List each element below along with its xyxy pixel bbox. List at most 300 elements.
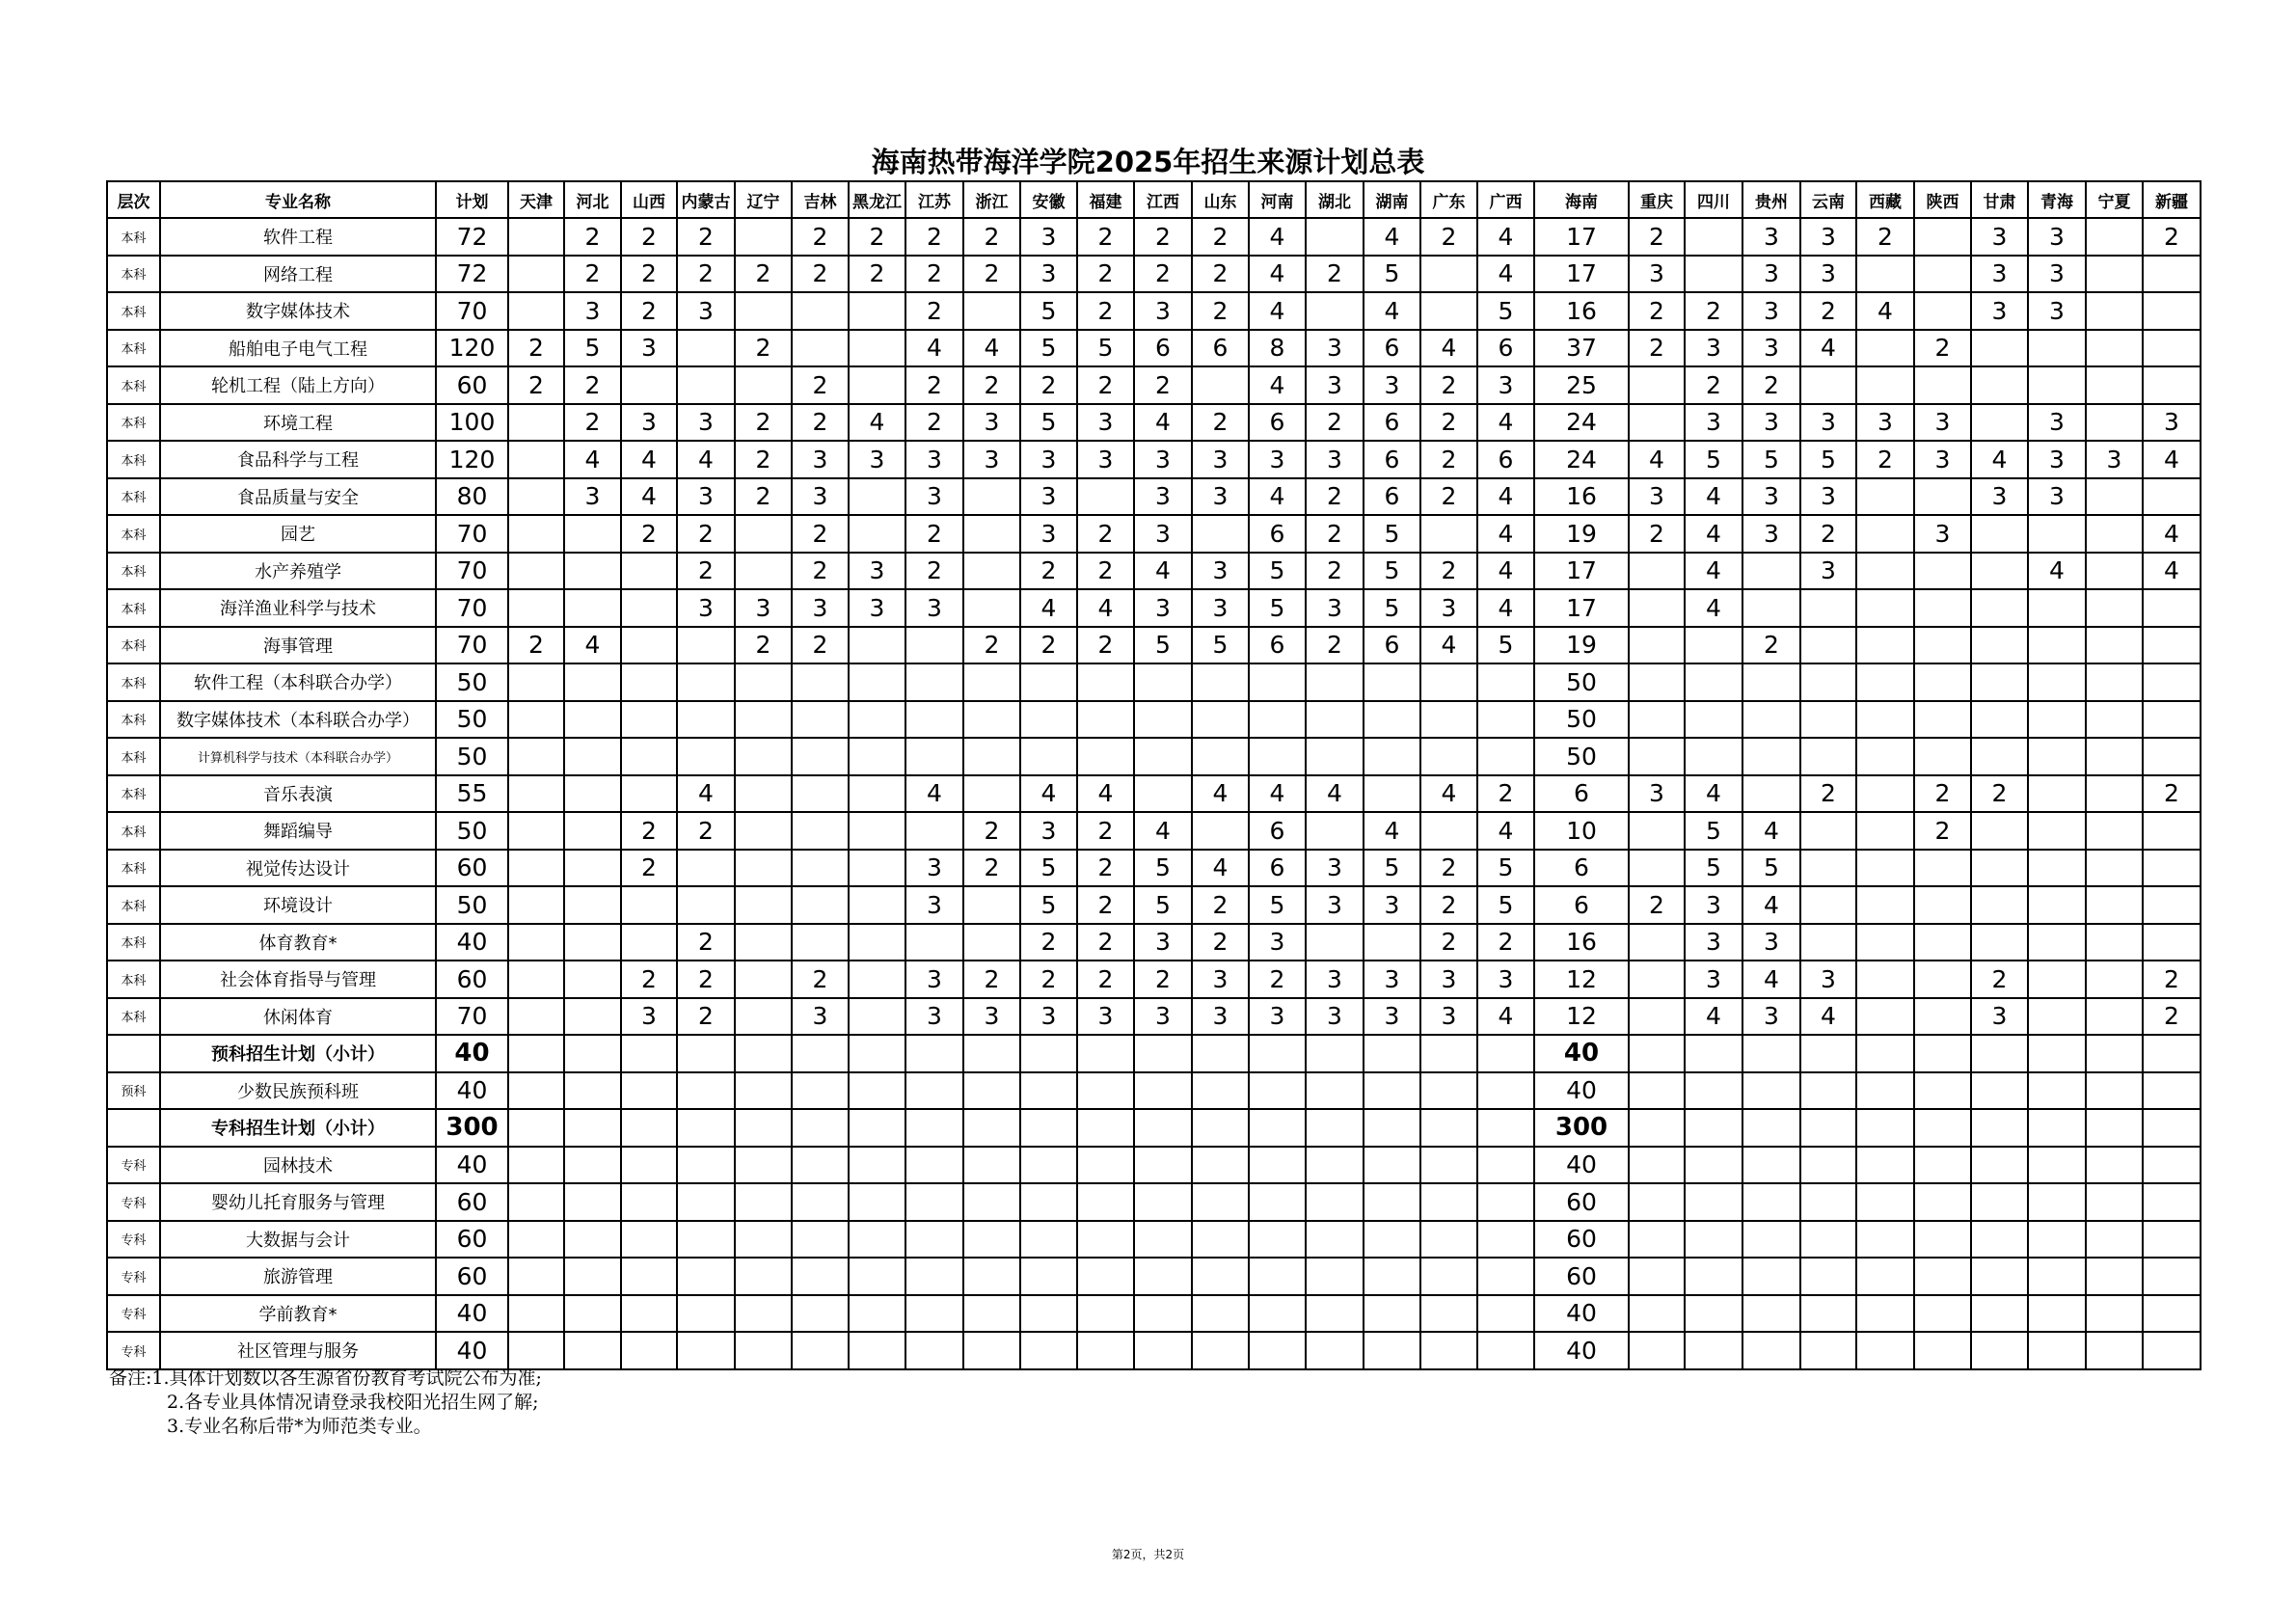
major-name-cell: 环境工程 xyxy=(160,404,436,442)
province-count-cell xyxy=(2028,1295,2086,1333)
province-count-cell: 3 xyxy=(1742,515,1800,553)
province-count-cell: 2 xyxy=(1192,218,1249,256)
table-row xyxy=(107,998,2201,1036)
header-cell: 云南 xyxy=(1800,181,1856,218)
province-count-cell: 2 xyxy=(905,515,963,553)
province-count-cell xyxy=(2143,663,2201,701)
province-count-cell: 3 xyxy=(905,886,963,924)
province-count-cell xyxy=(1914,589,1971,627)
province-count-cell xyxy=(963,1109,1020,1147)
province-count-cell xyxy=(1685,256,1742,293)
province-count-cell xyxy=(508,218,564,256)
province-count-cell: 4 xyxy=(1685,515,1742,553)
header-cell: 专业名称 xyxy=(160,181,436,218)
province-count-cell xyxy=(1742,1295,1800,1333)
header-cell: 浙江 xyxy=(963,181,1020,218)
province-count-cell: 3 xyxy=(1306,850,1364,887)
province-count-cell xyxy=(1420,515,1477,553)
province-count-cell xyxy=(677,850,735,887)
province-count-cell xyxy=(1856,701,1914,739)
province-count-cell xyxy=(1629,404,1685,442)
level-cell: 本科 xyxy=(107,701,160,739)
province-count-cell xyxy=(508,998,564,1036)
province-count-cell xyxy=(2086,589,2143,627)
province-count-cell xyxy=(1800,701,1856,739)
province-count-cell xyxy=(1420,1147,1477,1184)
province-count-cell: 3 xyxy=(1364,886,1420,924)
province-count-cell xyxy=(1742,1035,1800,1072)
province-count-cell xyxy=(1971,663,2028,701)
province-count-cell: 3 xyxy=(1134,515,1192,553)
province-count-cell xyxy=(1856,663,1914,701)
province-count-cell: 2 xyxy=(735,441,792,478)
province-count-cell xyxy=(905,924,963,961)
province-count-cell xyxy=(792,1183,849,1221)
province-count-cell: 40 xyxy=(1534,1035,1629,1072)
province-count-cell: 2 xyxy=(621,515,677,553)
province-count-cell xyxy=(1249,1072,1306,1110)
table-row xyxy=(107,404,2201,442)
province-count-cell xyxy=(2086,1258,2143,1295)
province-count-cell: 2 xyxy=(1077,886,1134,924)
province-count-cell: 3 xyxy=(1134,924,1192,961)
province-count-cell xyxy=(735,1332,792,1369)
major-name-cell: 学前教育* xyxy=(160,1295,436,1333)
province-count-cell xyxy=(564,1295,621,1333)
major-name-cell: 社会体育指导与管理 xyxy=(160,961,436,998)
province-count-cell: 5 xyxy=(1685,812,1742,850)
province-count-cell xyxy=(2143,1109,2201,1147)
note-1: 备注:1.具体计划数以各生源省份教育考试院公布为准; xyxy=(109,1367,542,1389)
province-count-cell: 2 xyxy=(621,850,677,887)
province-count-cell xyxy=(1364,1332,1420,1369)
province-count-cell xyxy=(1800,738,1856,775)
province-count-cell: 2 xyxy=(1077,256,1134,293)
province-count-cell: 3 xyxy=(1134,998,1192,1036)
province-count-cell xyxy=(1971,330,2028,367)
province-count-cell: 2 xyxy=(735,256,792,293)
province-count-cell: 4 xyxy=(963,330,1020,367)
major-name-cell: 大数据与会计 xyxy=(160,1221,436,1259)
province-count-cell xyxy=(1856,1147,1914,1184)
province-count-cell xyxy=(1856,478,1914,516)
province-count-cell: 6 xyxy=(1477,330,1534,367)
province-count-cell: 2 xyxy=(1077,961,1134,998)
province-count-cell: 2 xyxy=(1077,627,1134,664)
province-count-cell: 2 xyxy=(677,998,735,1036)
plan-total-cell: 72 xyxy=(436,218,508,256)
province-count-cell: 2 xyxy=(621,256,677,293)
province-count-cell: 4 xyxy=(1477,589,1534,627)
province-count-cell xyxy=(2143,924,2201,961)
province-count-cell: 5 xyxy=(564,330,621,367)
province-count-cell xyxy=(1364,1147,1420,1184)
province-count-cell xyxy=(1685,218,1742,256)
province-count-cell: 4 xyxy=(1192,775,1249,813)
province-count-cell xyxy=(1420,1109,1477,1147)
table-row xyxy=(107,478,2201,516)
province-count-cell xyxy=(1742,701,1800,739)
province-count-cell: 3 xyxy=(1306,441,1364,478)
province-count-cell xyxy=(508,256,564,293)
province-count-cell: 4 xyxy=(1364,292,1420,330)
province-count-cell xyxy=(508,775,564,813)
province-count-cell xyxy=(963,515,1020,553)
province-count-cell xyxy=(2028,961,2086,998)
province-count-cell: 2 xyxy=(1020,627,1077,664)
province-count-cell xyxy=(905,1221,963,1259)
province-count-cell xyxy=(735,812,792,850)
province-count-cell xyxy=(735,1035,792,1072)
province-count-cell xyxy=(1856,366,1914,404)
province-count-cell xyxy=(2086,553,2143,590)
province-count-cell xyxy=(849,961,905,998)
province-count-cell xyxy=(1306,1221,1364,1259)
province-count-cell: 3 xyxy=(677,478,735,516)
province-count-cell: 17 xyxy=(1534,589,1629,627)
province-count-cell: 19 xyxy=(1534,627,1629,664)
province-count-cell xyxy=(963,553,1020,590)
level-cell: 本科 xyxy=(107,961,160,998)
province-count-cell: 8 xyxy=(1249,330,1306,367)
province-count-cell xyxy=(1856,589,1914,627)
province-count-cell: 6 xyxy=(1364,404,1420,442)
plan-total-cell: 70 xyxy=(436,292,508,330)
province-count-cell xyxy=(1742,663,1800,701)
header-cell: 广西 xyxy=(1477,181,1534,218)
province-count-cell xyxy=(735,292,792,330)
province-count-cell xyxy=(792,1072,849,1110)
table-header-row xyxy=(107,181,2201,218)
table-row xyxy=(107,738,2201,775)
province-count-cell xyxy=(1914,924,1971,961)
province-count-cell: 5 xyxy=(1742,850,1800,887)
table-row xyxy=(107,1332,2201,1369)
major-name-cell: 数字媒体技术（本科联合办学） xyxy=(160,701,436,739)
major-name-cell: 计算机科学与技术（本科联合办学） xyxy=(160,738,436,775)
province-count-cell: 3 xyxy=(2028,218,2086,256)
province-count-cell xyxy=(564,1035,621,1072)
major-name-cell: 船舶电子电气工程 xyxy=(160,330,436,367)
province-count-cell: 6 xyxy=(1249,404,1306,442)
header-cell: 宁夏 xyxy=(2086,181,2143,218)
province-count-cell xyxy=(1420,292,1477,330)
province-count-cell xyxy=(564,1147,621,1184)
table-row xyxy=(107,292,2201,330)
major-name-cell: 视觉传达设计 xyxy=(160,850,436,887)
province-count-cell xyxy=(1249,1035,1306,1072)
province-count-cell xyxy=(1800,812,1856,850)
province-count-cell xyxy=(2028,775,2086,813)
province-count-cell xyxy=(905,1258,963,1295)
province-count-cell: 2 xyxy=(2143,775,2201,813)
province-count-cell xyxy=(2086,886,2143,924)
province-count-cell: 2 xyxy=(735,478,792,516)
province-count-cell xyxy=(1800,1147,1856,1184)
province-count-cell xyxy=(905,1147,963,1184)
province-count-cell xyxy=(792,1295,849,1333)
province-count-cell xyxy=(1306,292,1364,330)
plan-total-cell: 70 xyxy=(436,627,508,664)
major-name-cell: 社区管理与服务 xyxy=(160,1332,436,1369)
province-count-cell xyxy=(1914,1183,1971,1221)
province-count-cell xyxy=(1477,1072,1534,1110)
province-count-cell xyxy=(1914,1258,1971,1295)
province-count-cell xyxy=(1914,256,1971,293)
province-count-cell: 2 xyxy=(1420,218,1477,256)
province-count-cell: 2 xyxy=(564,218,621,256)
header-cell: 青海 xyxy=(2028,181,2086,218)
province-count-cell xyxy=(2143,1258,2201,1295)
table-row xyxy=(107,961,2201,998)
province-count-cell xyxy=(1249,1109,1306,1147)
province-count-cell xyxy=(1306,701,1364,739)
province-count-cell: 3 xyxy=(564,478,621,516)
province-count-cell: 5 xyxy=(1134,886,1192,924)
province-count-cell: 3 xyxy=(1020,812,1077,850)
province-count-cell xyxy=(1364,1183,1420,1221)
province-count-cell: 3 xyxy=(1629,775,1685,813)
province-count-cell xyxy=(621,1147,677,1184)
province-count-cell: 3 xyxy=(1364,998,1420,1036)
province-count-cell xyxy=(621,886,677,924)
province-count-cell: 2 xyxy=(1420,924,1477,961)
province-count-cell xyxy=(621,701,677,739)
province-count-cell xyxy=(621,1221,677,1259)
province-count-cell: 4 xyxy=(1249,478,1306,516)
table-row xyxy=(107,701,2201,739)
province-count-cell xyxy=(1914,886,1971,924)
province-count-cell: 3 xyxy=(2028,292,2086,330)
province-count-cell: 3 xyxy=(735,589,792,627)
province-count-cell: 2 xyxy=(677,924,735,961)
province-count-cell: 4 xyxy=(1077,589,1134,627)
province-count-cell: 3 xyxy=(1742,924,1800,961)
province-count-cell xyxy=(735,1109,792,1147)
province-count-cell: 3 xyxy=(1800,553,1856,590)
province-count-cell xyxy=(1800,589,1856,627)
province-count-cell xyxy=(792,1147,849,1184)
province-count-cell: 3 xyxy=(1134,441,1192,478)
province-count-cell: 3 xyxy=(1192,589,1249,627)
province-count-cell xyxy=(2086,256,2143,293)
province-count-cell xyxy=(2143,1221,2201,1259)
province-count-cell: 2 xyxy=(2143,961,2201,998)
province-count-cell: 2 xyxy=(1020,924,1077,961)
province-count-cell xyxy=(735,553,792,590)
province-count-cell: 37 xyxy=(1534,330,1629,367)
province-count-cell xyxy=(1800,924,1856,961)
province-count-cell xyxy=(1134,1221,1192,1259)
level-cell: 本科 xyxy=(107,218,160,256)
province-count-cell: 4 xyxy=(2143,553,2201,590)
province-count-cell xyxy=(735,663,792,701)
province-count-cell xyxy=(1914,292,1971,330)
province-count-cell: 2 xyxy=(792,404,849,442)
province-count-cell xyxy=(508,850,564,887)
province-count-cell: 50 xyxy=(1534,663,1629,701)
plan-total-cell: 120 xyxy=(436,441,508,478)
table-row xyxy=(107,1147,2201,1184)
subtotal-row xyxy=(107,1109,2201,1147)
province-count-cell xyxy=(508,1332,564,1369)
province-count-cell xyxy=(1420,812,1477,850)
province-count-cell: 2 xyxy=(677,218,735,256)
province-count-cell: 4 xyxy=(2028,553,2086,590)
province-count-cell xyxy=(2143,627,2201,664)
province-count-cell: 4 xyxy=(621,441,677,478)
province-count-cell: 3 xyxy=(905,441,963,478)
province-count-cell: 3 xyxy=(2143,404,2201,442)
level-cell: 专科 xyxy=(107,1258,160,1295)
province-count-cell: 40 xyxy=(1534,1295,1629,1333)
province-count-cell: 2 xyxy=(1477,924,1534,961)
province-count-cell: 6 xyxy=(1249,850,1306,887)
province-count-cell xyxy=(1020,1258,1077,1295)
province-count-cell: 3 xyxy=(849,553,905,590)
province-count-cell: 5 xyxy=(1477,886,1534,924)
province-count-cell xyxy=(508,1295,564,1333)
province-count-cell: 2 xyxy=(508,366,564,404)
province-count-cell xyxy=(2086,627,2143,664)
province-count-cell: 16 xyxy=(1534,292,1629,330)
province-count-cell: 3 xyxy=(2086,441,2143,478)
province-count-cell: 3 xyxy=(677,589,735,627)
province-count-cell xyxy=(1020,738,1077,775)
province-count-cell xyxy=(1077,663,1134,701)
province-count-cell xyxy=(849,998,905,1036)
province-count-cell xyxy=(1742,589,1800,627)
province-count-cell: 4 xyxy=(1477,998,1534,1036)
province-count-cell xyxy=(2086,1109,2143,1147)
province-count-cell xyxy=(792,663,849,701)
province-count-cell xyxy=(1914,218,1971,256)
province-count-cell: 6 xyxy=(1364,441,1420,478)
province-count-cell xyxy=(905,1109,963,1147)
province-count-cell: 17 xyxy=(1534,553,1629,590)
province-count-cell xyxy=(735,1147,792,1184)
province-count-cell xyxy=(1306,1035,1364,1072)
major-name-cell: 专科招生计划（小计） xyxy=(160,1109,436,1147)
province-count-cell: 2 xyxy=(1077,553,1134,590)
province-count-cell: 2 xyxy=(621,292,677,330)
province-count-cell xyxy=(1192,738,1249,775)
province-count-cell xyxy=(1420,663,1477,701)
level-cell: 本科 xyxy=(107,330,160,367)
province-count-cell xyxy=(1685,1332,1742,1369)
province-count-cell xyxy=(735,515,792,553)
province-count-cell xyxy=(1856,1221,1914,1259)
province-count-cell: 2 xyxy=(1306,627,1364,664)
province-count-cell: 5 xyxy=(1020,330,1077,367)
province-count-cell: 4 xyxy=(1249,292,1306,330)
province-count-cell xyxy=(564,1109,621,1147)
province-count-cell: 2 xyxy=(1134,256,1192,293)
province-count-cell xyxy=(1914,1072,1971,1110)
province-count-cell: 3 xyxy=(1077,404,1134,442)
province-count-cell: 6 xyxy=(1134,330,1192,367)
province-count-cell xyxy=(2086,1035,2143,1072)
header-cell: 河北 xyxy=(564,181,621,218)
province-count-cell xyxy=(1364,1295,1420,1333)
table-row xyxy=(107,1072,2201,1110)
level-cell: 专科 xyxy=(107,1332,160,1369)
province-count-cell xyxy=(1629,1258,1685,1295)
province-count-cell xyxy=(1306,812,1364,850)
province-count-cell xyxy=(621,1109,677,1147)
level-cell: 专科 xyxy=(107,1295,160,1333)
province-count-cell xyxy=(621,924,677,961)
province-count-cell xyxy=(2086,1183,2143,1221)
province-count-cell xyxy=(1971,1183,2028,1221)
province-count-cell xyxy=(1914,850,1971,887)
header-cell: 湖北 xyxy=(1306,181,1364,218)
province-count-cell: 2 xyxy=(905,553,963,590)
province-count-cell xyxy=(1971,1332,2028,1369)
province-count-cell: 3 xyxy=(1306,998,1364,1036)
province-count-cell xyxy=(1856,850,1914,887)
province-count-cell xyxy=(1420,256,1477,293)
province-count-cell xyxy=(735,886,792,924)
province-count-cell xyxy=(963,738,1020,775)
province-count-cell xyxy=(2086,366,2143,404)
province-count-cell xyxy=(792,292,849,330)
province-count-cell xyxy=(564,961,621,998)
major-name-cell: 休闲体育 xyxy=(160,998,436,1036)
province-count-cell: 2 xyxy=(849,256,905,293)
province-count-cell: 2 xyxy=(1020,553,1077,590)
province-count-cell: 4 xyxy=(564,441,621,478)
province-count-cell xyxy=(508,1183,564,1221)
table-row xyxy=(107,663,2201,701)
province-count-cell: 3 xyxy=(1685,924,1742,961)
province-count-cell: 2 xyxy=(1800,292,1856,330)
plan-total-cell: 100 xyxy=(436,404,508,442)
province-count-cell xyxy=(564,924,621,961)
province-count-cell: 2 xyxy=(621,961,677,998)
province-count-cell: 4 xyxy=(1077,775,1134,813)
province-count-cell xyxy=(1685,663,1742,701)
level-cell xyxy=(107,1035,160,1072)
header-cell: 黑龙江 xyxy=(849,181,905,218)
province-count-cell xyxy=(1020,1072,1077,1110)
province-count-cell xyxy=(735,1221,792,1259)
province-count-cell: 5 xyxy=(1192,627,1249,664)
province-count-cell xyxy=(1477,738,1534,775)
header-cell: 西藏 xyxy=(1856,181,1914,218)
province-count-cell xyxy=(2086,663,2143,701)
province-count-cell: 6 xyxy=(1364,330,1420,367)
province-count-cell xyxy=(792,850,849,887)
province-count-cell xyxy=(1477,1147,1534,1184)
province-count-cell xyxy=(1629,1109,1685,1147)
province-count-cell xyxy=(1192,701,1249,739)
province-count-cell xyxy=(1742,1258,1800,1295)
major-name-cell: 食品质量与安全 xyxy=(160,478,436,516)
province-count-cell: 4 xyxy=(1134,812,1192,850)
province-count-cell xyxy=(677,1295,735,1333)
province-count-cell xyxy=(1629,924,1685,961)
plan-total-cell: 40 xyxy=(436,1072,508,1110)
province-count-cell xyxy=(1629,961,1685,998)
province-count-cell: 3 xyxy=(1420,589,1477,627)
level-cell: 专科 xyxy=(107,1221,160,1259)
province-count-cell: 2 xyxy=(905,256,963,293)
province-count-cell: 2 xyxy=(1192,256,1249,293)
province-count-cell: 17 xyxy=(1534,218,1629,256)
province-count-cell xyxy=(1192,1109,1249,1147)
province-count-cell xyxy=(905,663,963,701)
